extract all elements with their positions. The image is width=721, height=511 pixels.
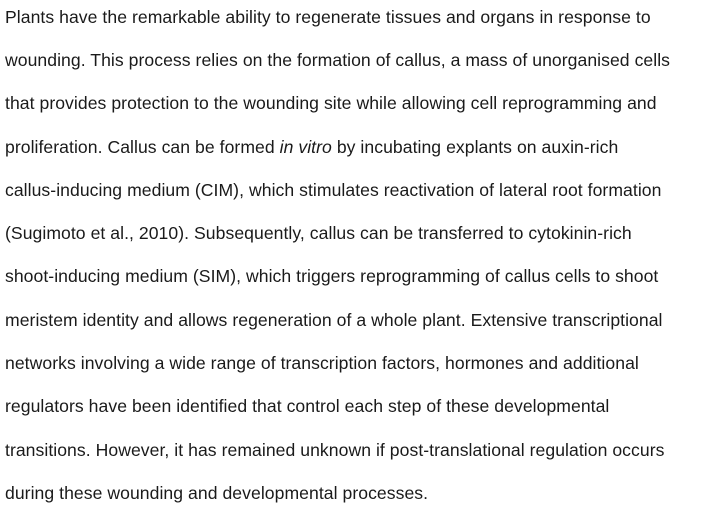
text-line-10: regulators have been identified that control each step of these developmental <box>5 396 610 416</box>
text-line-6: (Sugimoto et al., 2010). Subsequently, callus can be transferred to cytokinin-rich <box>5 223 632 243</box>
text-line-9: networks involving a wide range of transcription factors, hormones and additional <box>5 353 639 373</box>
text-line-11: transitions. However, it has remained unknown if post-translational regulation occurs <box>5 440 665 460</box>
italic-term: in vitro <box>279 137 332 157</box>
text-line-12: during these wounding and developmental processes. <box>5 483 429 503</box>
text-line-2: wounding. This process relies on the formation of callus, a mass of unorganised cells <box>5 50 671 70</box>
text-line-8: meristem identity and allows regeneration of a whole plant. Extensive transcriptional <box>5 310 663 330</box>
text-line-5: callus-inducing medium (CIM), which stimulates reactivation of lateral root formation <box>5 180 662 200</box>
text-line-3: that provides protection to the wounding site while allowing cell reprogramming and <box>5 93 657 113</box>
text-line-1: Plants have the remarkable ability to regenerate tissues and organs in response to <box>5 7 651 27</box>
text-line-4 <box>5 136 618 158</box>
text-segment: proliferation. Callus can be formed <box>5 137 280 157</box>
text-line-7: shoot-inducing medium (SIM), which triggers reprogramming of callus cells to shoot <box>5 266 659 286</box>
text-segment: by incubating explants on auxin-rich <box>331 137 619 157</box>
